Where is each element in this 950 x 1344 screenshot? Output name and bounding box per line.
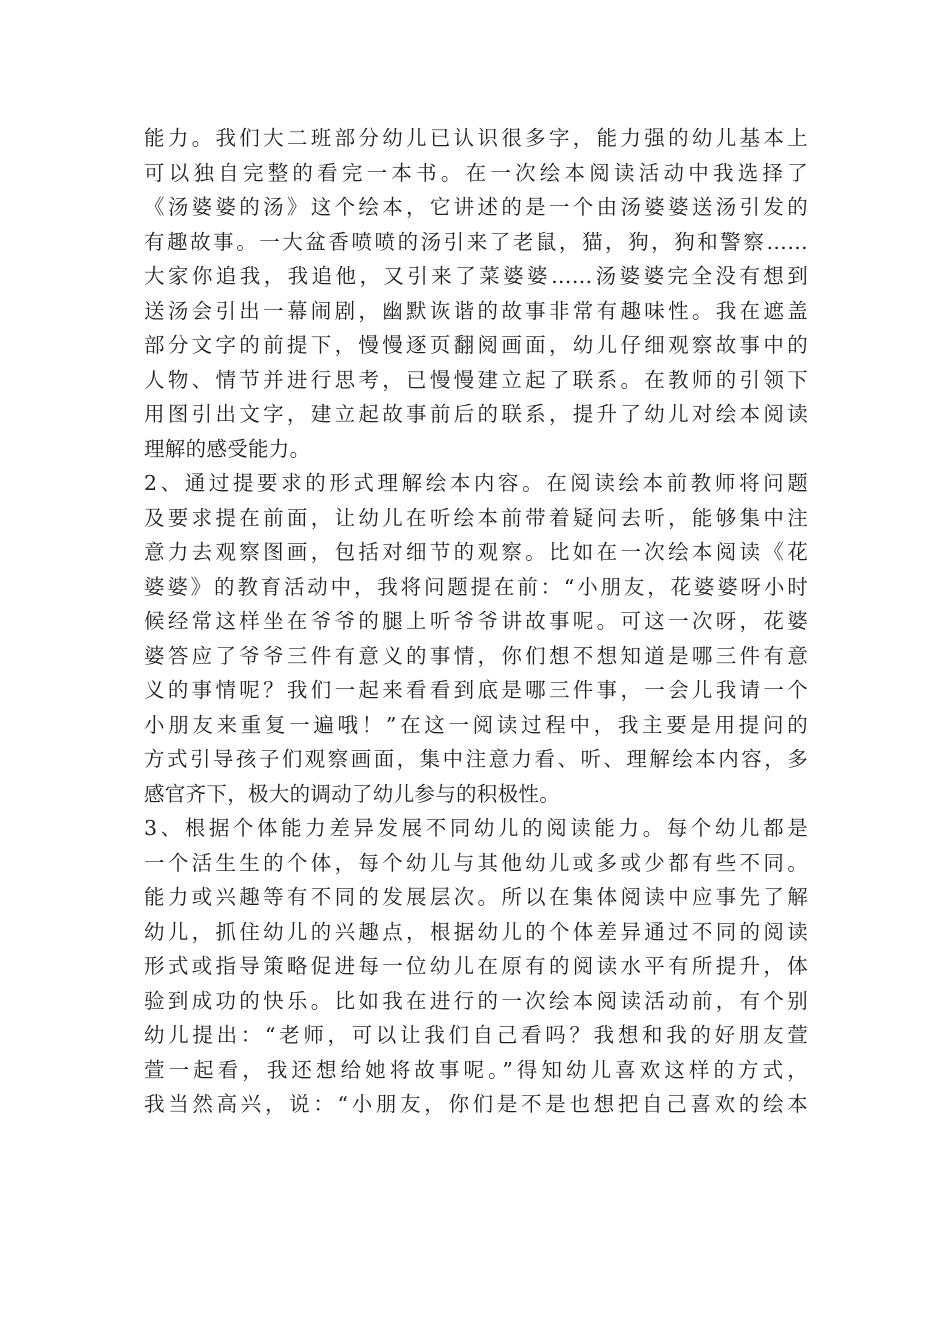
- text-line: 感官齐下，极大的调动了幼儿参与的积极性。: [144, 781, 560, 806]
- text-line: 意力去观察图画，包括对细节的观察。比如在一次绘本阅读《花: [144, 540, 808, 564]
- text-line: 我当然高兴，说：“小朋友，你们是不是也想把自己喜欢的绘本: [144, 1092, 808, 1116]
- text-line: 婆答应了爷爷三件有意义的事情，你们想不想知道是哪三件有意: [144, 643, 808, 668]
- text-line: 3、根据个体能力差异发展不同幼儿的阅读能力。每个幼儿都是: [144, 816, 808, 840]
- text-line: 验到成功的快乐。比如我在进行的一次绘本阅读活动前，有个别: [144, 988, 808, 1013]
- text-line: 义的事情呢？我们一起来看看到底是哪三件事，一会儿我请一个: [144, 678, 808, 702]
- text-line: 方式引导孩子们观察画面，集中注意力看、听、理解绘本内容，多: [144, 747, 808, 771]
- text-line: 能力。我们大二班部分幼儿已认识很多字，能力强的幼儿基本上: [144, 126, 808, 150]
- text-line: 有趣故事。一大盆香喷喷的汤引来了老鼠，猫，狗，狗和警察……: [144, 229, 808, 254]
- text-line: 及要求提在前面，让幼儿在听绘本前带着疑问去听，能够集中注: [144, 505, 808, 530]
- text-line: 2、通过提要求的形式理解绘本内容。在阅读绘本前教师将问题: [144, 471, 808, 495]
- text-line: 人物、情节并进行思考，已慢慢建立起了联系。在教师的引领下: [144, 367, 808, 392]
- text-line: 幼儿提出：“老师，可以让我们自己看吗？我想和我的好朋友萱: [144, 1023, 808, 1047]
- text-line: 大家你追我，我追他，又引来了菜婆婆……汤婆婆完全没有想到: [144, 264, 808, 288]
- text-line: 可以独自完整的看完一本书。在一次绘本阅读活动中我选择了: [144, 160, 808, 185]
- text-line: 一个活生生的个体，每个幼儿与其他幼儿或多或少都有些不同。: [144, 850, 808, 875]
- text-line: 用图引出文字，建立起故事前后的联系，提升了幼儿对绘本阅读: [144, 402, 808, 426]
- text-line: 《汤婆婆的汤》这个绘本，它讲述的是一个由汤婆婆送汤引发的: [144, 195, 808, 219]
- text-line: 小朋友来重复一遍哦！”在这一阅读过程中，我主要是用提问的: [144, 712, 808, 737]
- text-line: 部分文字的前提下，慢慢逐页翻阅画面，幼儿仔细观察故事中的: [144, 333, 808, 357]
- text-line: 送汤会引出一幕闹剧，幽默诙谐的故事非常有趣味性。我在遮盖: [144, 298, 808, 323]
- text-line: 形式或指导策略促进每一位幼儿在原有的阅读水平有所提升，体: [144, 954, 808, 978]
- text-line: 候经常这样坐在爷爷的腿上听爷爷讲故事呢。可这一次呀，花婆: [144, 609, 808, 633]
- text-line: 婆婆》的教育活动中，我将问题提在前：“小朋友，花婆婆呀小时: [144, 574, 808, 599]
- text-line: 理解的感受能力。: [144, 436, 311, 461]
- text-line: 萱一起看，我还想给她将故事呢。”得知幼儿喜欢这样的方式，: [144, 1057, 808, 1082]
- text-line: 能力或兴趣等有不同的发展层次。所以在集体阅读中应事先了解: [144, 885, 808, 909]
- body-text: [144, 121, 808, 1122]
- text-line: 幼儿，抓住幼儿的兴趣点，根据幼儿的个体差异通过不同的阅读: [144, 919, 808, 944]
